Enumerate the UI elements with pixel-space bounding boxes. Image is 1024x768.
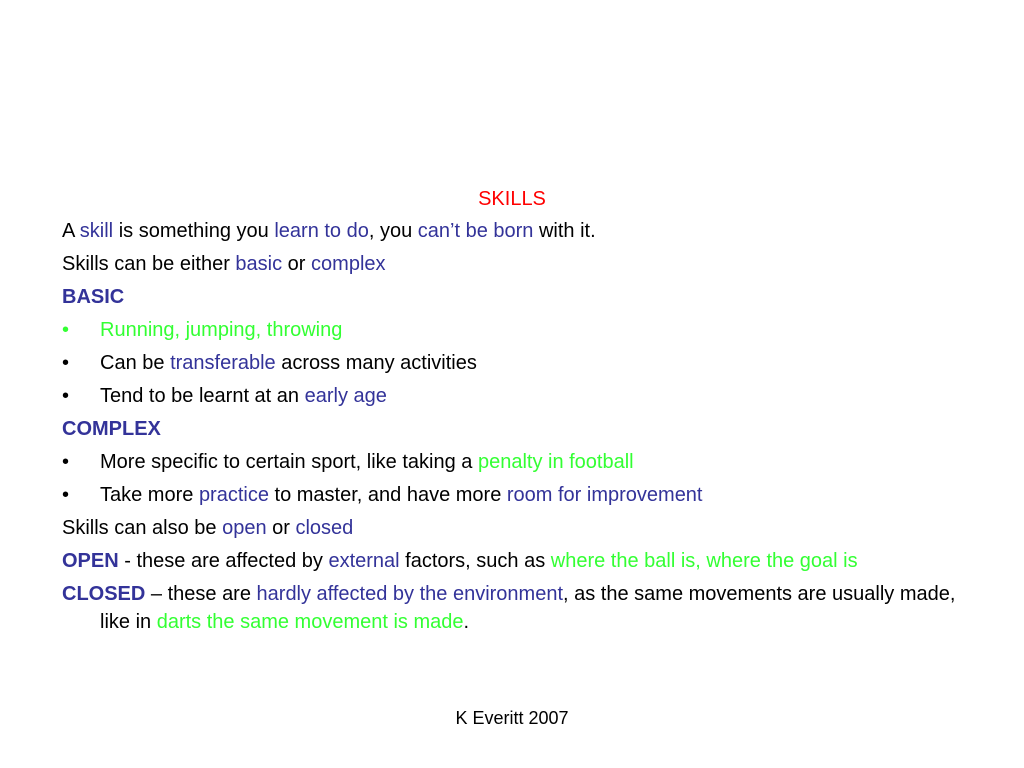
text-run: or: [266, 517, 296, 539]
complex-heading: COMPLEX: [62, 418, 161, 440]
open-definition: [62, 547, 962, 575]
footer-credit: K Everitt 2007: [455, 708, 569, 728]
highlight-learn: learn to do: [274, 220, 369, 242]
highlight-ball-goal: where the ball is, where the goal is: [550, 550, 858, 572]
basic-bullet-2: [62, 349, 962, 377]
text-run: , you: [368, 220, 418, 242]
highlight-improvement: room for improvement: [506, 484, 703, 506]
basic-bullet-1: [62, 316, 962, 344]
complex-bullet-2: [62, 481, 962, 509]
complex-bullet-1: [62, 448, 962, 476]
text-run: .: [463, 611, 470, 633]
slide-content: [62, 217, 962, 641]
text-run: Skills can be either: [62, 253, 236, 275]
definition-line: [62, 217, 962, 245]
text-run: across many activities: [275, 352, 477, 374]
highlight-closed: closed: [295, 517, 354, 539]
text-run: to master, and have more: [268, 484, 507, 506]
bullet-icon: •: [62, 319, 70, 341]
basic-heading: BASIC: [62, 286, 125, 308]
highlight-environment: hardly affected by the environment: [256, 583, 564, 605]
highlight-practice: practice: [198, 484, 269, 506]
highlight-complex: complex: [311, 253, 386, 275]
highlight-early-age: early age: [304, 385, 387, 407]
bullet-icon: •: [62, 451, 70, 473]
text-run: - these are affected by: [118, 550, 329, 572]
closed-definition: [62, 580, 962, 636]
closed-label: CLOSED: [62, 583, 146, 605]
text-run: with it.: [533, 220, 596, 242]
open-closed-line: [62, 514, 962, 542]
highlight-basic: basic: [235, 253, 283, 275]
text-run: – these are: [145, 583, 257, 605]
text-run: factors, such as: [399, 550, 551, 572]
bullet-icon: •: [62, 352, 70, 374]
types-line: [62, 250, 962, 278]
highlight-open: open: [222, 517, 267, 539]
highlight-external: external: [328, 550, 400, 572]
highlight-born: can’t be born: [417, 220, 534, 242]
highlight-transferable: transferable: [170, 352, 276, 374]
text-run: A: [62, 220, 80, 242]
open-label: OPEN: [62, 550, 119, 572]
text-run: More specific to certain sport, like taking a: [100, 451, 478, 473]
text-run: is something you: [113, 220, 275, 242]
text-run: or: [282, 253, 312, 275]
bullet-text: Running, jumping, throwing: [100, 319, 343, 341]
text-run: Can be: [100, 352, 171, 374]
text-run: Tend to be learnt at an: [100, 385, 305, 407]
highlight-skill: skill: [79, 220, 114, 242]
text-run: Skills can also be: [62, 517, 223, 539]
basic-bullet-3: [62, 382, 962, 410]
bullet-icon: •: [62, 385, 70, 407]
text-run: , as the same movements are usually made, like in: [100, 583, 956, 633]
slide-title: SKILLS: [478, 188, 546, 210]
bullet-icon: •: [62, 484, 70, 506]
text-run: Take more: [100, 484, 199, 506]
highlight-darts: darts the same movement is made: [156, 611, 464, 633]
highlight-penalty: penalty in football: [477, 451, 634, 473]
